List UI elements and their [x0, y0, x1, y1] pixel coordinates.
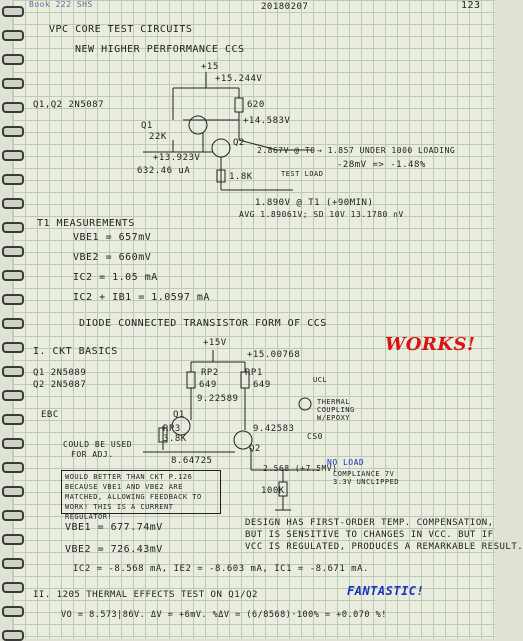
page-subtitle: NEW HIGHER PERFORMANCE CCS: [75, 44, 245, 55]
note-box: [61, 470, 221, 521]
rail-label: +15: [201, 62, 219, 72]
vo-result-line: VO = 8.573|86V. ΔV = +6mV. %ΔV = (6/8568)·100% = +0.070 %!: [61, 610, 387, 620]
design-line-2: BUT IS SENSITIVE TO CHANGES IN VCC. BUT IF: [245, 530, 494, 540]
rp3-label: RP3: [163, 424, 181, 434]
side-note-1: COULD BE USED: [63, 440, 133, 449]
sum-measurement: IC2 + IB1 = 1.0597 mA: [73, 292, 210, 303]
spiral-ring: [2, 30, 24, 41]
note-text: WOULD BETTER THAN CKT P.126 BECAUSE VBE1 AND VBE2 ARE MATCHED, ALLOWING FEEDBACK TO WORK! THIS IS A CURRENT REGULATOR!: [65, 473, 202, 521]
vbe1-section2: VBE1 = 677.74mV: [65, 522, 163, 533]
spiral-ring: [2, 246, 24, 257]
spiral-ring: [2, 390, 24, 401]
spiral-ring: [2, 198, 24, 209]
r-load-value: 1.8K: [229, 172, 253, 182]
rp1-label: RP1: [245, 368, 263, 378]
spiral-ring: [2, 294, 24, 305]
thermal-test-heading: II. 1205 THERMAL EFFECTS TEST ON Q1/Q2: [33, 590, 258, 600]
node-a-voltage: +14.583V: [243, 116, 291, 126]
spiral-ring: [2, 462, 24, 473]
ic2-measurement: IC2 = 1.05 mA: [73, 272, 158, 283]
node3-voltage: 8.64725: [171, 456, 213, 466]
transistor-parts: Q1,Q2 2N5087: [33, 100, 105, 110]
spiral-ring: [2, 510, 24, 521]
spiral-ring: [2, 6, 24, 17]
compliance-note: COMPLIANCE 7V 3.3V UNCLIPPED: [333, 470, 400, 486]
r649a-value: 649: [199, 380, 217, 390]
average-reading: AVG 1.89061V; SD 10V 13.1780 nV: [239, 210, 404, 219]
design-line-1: DESIGN HAS FIRST-ORDER TEMP. COMPENSATION,: [245, 518, 494, 528]
node1-voltage: 9.22589: [197, 394, 239, 404]
spiral-ring: [2, 630, 24, 641]
ebc-label: EBC: [41, 410, 59, 420]
spiral-ring: [2, 534, 24, 545]
spiral-ring: [2, 318, 24, 329]
ucl-label: UCL: [313, 376, 328, 384]
delta-percent: -28mV => -1.48%: [337, 160, 426, 170]
r-load-100k: 100K: [261, 486, 285, 496]
measurements-title: T1 MEASUREMENTS: [37, 218, 135, 229]
rp2-label: RP2: [201, 368, 219, 378]
design-line-3: VCC IS REGULATED, PRODUCES A REMARKABLE RESULT.: [245, 542, 523, 552]
node-b-voltage: +13.923V: [153, 153, 201, 163]
works-annotation: WORKS!: [385, 334, 476, 355]
section2-rail: +15V: [203, 338, 227, 348]
rail-measured: +15.244V: [215, 74, 263, 84]
vbe2-section2: VBE2 = 726.43mV: [65, 544, 163, 555]
output-voltage: 2.867V @ T0: [257, 146, 316, 155]
q1-label: Q1: [141, 121, 153, 131]
side-note-2: FOR ADJ.: [71, 450, 114, 459]
q2-label: Q2: [233, 138, 245, 148]
q1-label-2: Q1: [173, 410, 185, 420]
ckt-basics-heading: I. CKT BASICS: [33, 346, 118, 357]
page-number: 123: [461, 0, 481, 11]
spiral-ring: [2, 174, 24, 185]
spiral-ring: [2, 54, 24, 65]
q1-part: Q1 2N5089: [33, 368, 87, 378]
page-title: VPC CORE TEST CIRCUITS: [49, 24, 193, 35]
q2-label-2: Q2: [249, 444, 261, 454]
r-base-value: 22K: [149, 132, 167, 142]
notebook-page: [12, 0, 523, 639]
book-label: Book 222 SHS: [29, 0, 93, 9]
spiral-ring: [2, 102, 24, 113]
section2-title: DIODE CONNECTED TRANSISTOR FORM OF CCS: [79, 318, 327, 329]
spiral-ring: [2, 270, 24, 281]
section2-rail-measured: +15.00768: [247, 350, 301, 360]
spiral-ring: [2, 78, 24, 89]
notebook-spiral: [0, 0, 24, 639]
spiral-ring: [2, 606, 24, 617]
output-voltage-2: 2.568 (+7.5MV): [263, 464, 338, 473]
spiral-ring: [2, 222, 24, 233]
spiral-ring: [2, 486, 24, 497]
r-top-value: 620: [247, 100, 265, 110]
current-value: 632.46 uA: [137, 166, 191, 176]
spiral-ring: [2, 126, 24, 137]
cs0-label: CS0: [307, 432, 323, 441]
spiral-ring: [2, 582, 24, 593]
spiral-ring: [2, 558, 24, 569]
spiral-ring: [2, 414, 24, 425]
vbe1-measurement: VBE1 = 657mV: [73, 232, 152, 243]
t1-voltage: 1.890V @ T1 (+90MIN): [255, 198, 374, 208]
date-label: 20180207: [261, 2, 309, 12]
node2-voltage: 9.42583: [253, 424, 295, 434]
test-load-label: TEST LOAD: [281, 170, 324, 178]
spiral-ring: [2, 342, 24, 353]
currents-line: IC2 = -8.568 mA, IE2 = -8.603 mA, IC1 = -8.671 mA.: [73, 564, 369, 574]
loading-result: → 1.857 UNDER 1000 LOADING: [317, 146, 456, 155]
spiral-ring: [2, 438, 24, 449]
r38k-value: 3.8K: [163, 434, 187, 444]
spiral-ring: [2, 366, 24, 377]
no-load-label: NO LOAD: [327, 458, 365, 467]
fantastic-annotation: FANTASTIC!: [347, 584, 425, 598]
vbe2-measurement: VBE2 = 660mV: [73, 252, 152, 263]
thermal-coupling-note: THERMAL COUPLING W/EPOXY: [317, 398, 355, 422]
q2-part: Q2 2N5087: [33, 380, 87, 390]
r649b-value: 649: [253, 380, 271, 390]
spiral-ring: [2, 150, 24, 161]
